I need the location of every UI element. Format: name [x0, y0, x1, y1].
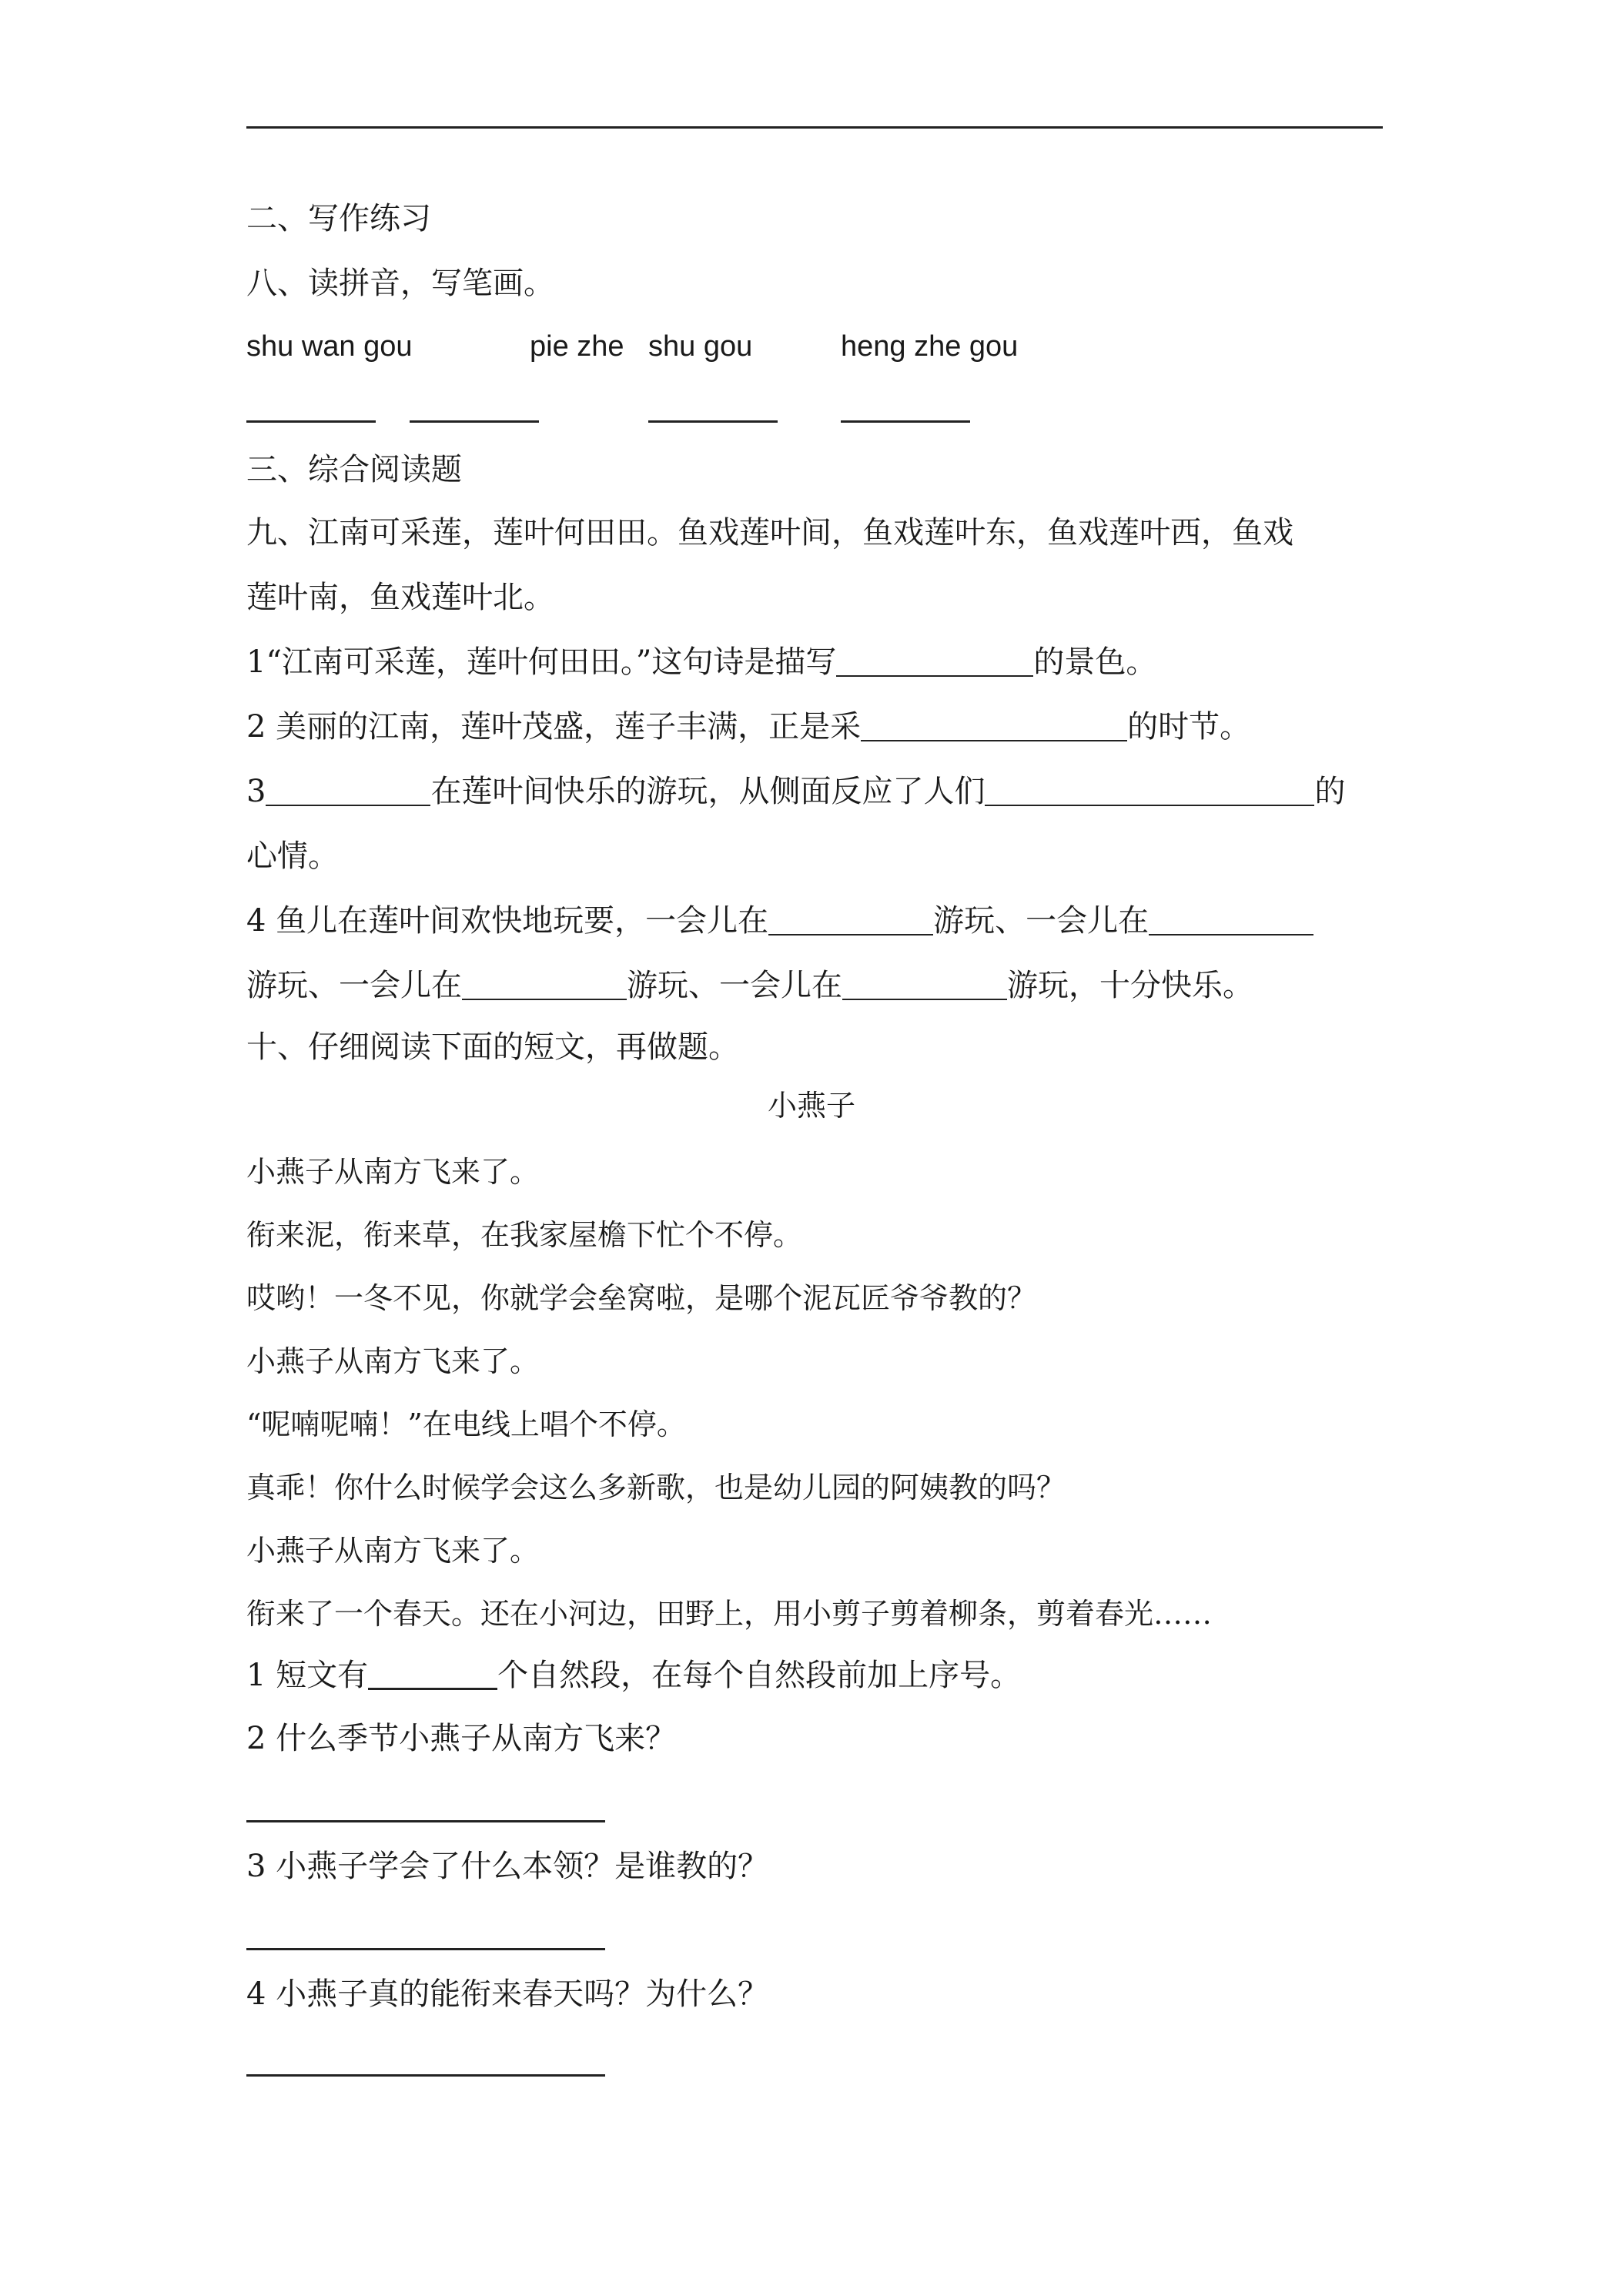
question-10-prompt: 十、仔细阅读下面的短文，再做题。 — [246, 1029, 739, 1065]
item-3-text: 在莲叶间快乐的游玩，从侧面反应了人们 — [430, 774, 986, 809]
item-3-number: 3 — [246, 774, 266, 809]
item-4-text-3: 游玩、一会儿在 — [246, 968, 462, 1003]
item-4-blank-4[interactable] — [842, 968, 1007, 1000]
question-10-item-4: 4 小燕子真的能衔来春天吗？为什么？ — [246, 1976, 769, 2012]
pinyin-1: shu wan gou — [246, 330, 413, 363]
question-9-item-1 — [246, 642, 1156, 682]
question-9-item-2 — [246, 707, 1250, 747]
item-2-text: 2 美丽的江南，莲叶茂盛，莲子丰满，正是采 — [246, 709, 862, 745]
item-2-tail: 的时节。 — [1127, 709, 1251, 745]
q10-item-3-answer-line[interactable] — [246, 1948, 605, 1950]
passage-line-3: 哎哟！一冬不见，你就学会垒窝啦，是哪个泥瓦匠爷爷教的？ — [246, 1281, 1037, 1315]
passage-line-1: 小燕子从南方飞来了。 — [246, 1155, 540, 1189]
item-3-blank-subject[interactable] — [266, 774, 430, 806]
section-heading-writing: 二、写作练习 — [246, 201, 431, 236]
passage-line-4: 小燕子从南方飞来了。 — [246, 1344, 540, 1378]
q10-item-1-blank[interactable] — [368, 1657, 497, 1690]
question-9-passage-line-2: 莲叶南，鱼戏莲叶北。 — [246, 580, 554, 615]
header-rule — [246, 126, 1383, 129]
item-1-text: 1“江南可采莲，莲叶何田田。”这句诗是描写 — [246, 644, 837, 680]
item-4-blank-2[interactable] — [1149, 903, 1313, 935]
question-9-item-3-continued: 心情。 — [246, 838, 339, 874]
item-3-tail: 的 — [1314, 774, 1346, 809]
stroke-answer-line-4[interactable] — [841, 420, 970, 423]
item-2-blank[interactable] — [861, 709, 1127, 741]
question-9-item-4-continued — [246, 966, 1253, 1006]
passage-line-6: 真乖！你什么时候学会这么多新歌，也是幼儿园的阿姨教的吗？ — [246, 1471, 1066, 1504]
item-3-blank-mood[interactable] — [985, 774, 1314, 806]
q10-item-1-tail: 个自然段，在每个自然段前加上序号。 — [497, 1658, 1022, 1693]
item-4-text: 4 鱼儿在莲叶间欢快地玩要，一会儿在 — [246, 903, 769, 939]
question-9-item-3 — [246, 771, 1345, 812]
q10-item-2-answer-line[interactable] — [246, 1820, 605, 1822]
passage-line-2: 衔来泥，衔来草，在我家屋檐下忙个不停。 — [246, 1218, 803, 1252]
passage-line-8: 衔来了一个春天。还在小河边，田野上，用小剪子剪着柳条，剪着春光…… — [246, 1597, 1213, 1631]
q10-item-4-answer-line[interactable] — [246, 2074, 605, 2077]
question-9-passage-line-1: 九、江南可采莲，莲叶何田田。鱼戏莲叶间，鱼戏莲叶东，鱼戏莲叶西，鱼戏 — [246, 515, 1293, 551]
pinyin-2: pie zhe — [530, 330, 624, 363]
passage-line-7: 小燕子从南方飞来了。 — [246, 1534, 540, 1568]
item-1-tail: 的景色。 — [1033, 644, 1157, 680]
question-8-prompt: 八、读拼音，写笔画。 — [246, 266, 554, 301]
item-4-blank-1[interactable] — [768, 903, 933, 935]
question-9-item-4 — [246, 901, 1313, 941]
q10-item-1-text: 1 短文有 — [246, 1658, 369, 1693]
pinyin-3: shu gou — [648, 330, 753, 363]
passage-title: 小燕子 — [767, 1089, 855, 1123]
question-10-item-1 — [246, 1655, 1021, 1695]
item-1-blank[interactable] — [836, 644, 1033, 677]
item-4-text-4: 游玩、一会儿在 — [627, 968, 842, 1003]
pinyin-4: heng zhe gou — [841, 330, 1019, 363]
question-10-item-3: 3 小燕子学会了什么本领？是谁教的？ — [246, 1849, 769, 1884]
stroke-answer-line-3[interactable] — [648, 420, 778, 423]
question-10-item-2: 2 什么季节小燕子从南方飞来？ — [246, 1721, 677, 1756]
item-4-blank-3[interactable] — [462, 968, 627, 1000]
stroke-answer-line-2[interactable] — [410, 420, 539, 423]
stroke-answer-line-1[interactable] — [246, 420, 376, 423]
section-heading-reading: 三、综合阅读题 — [246, 452, 462, 487]
item-4-tail: 游玩，十分快乐。 — [1007, 968, 1253, 1003]
passage-line-5: “呢喃呢喃！”在电线上唱个不停。 — [246, 1407, 686, 1441]
item-4-text-2: 游玩、一会儿在 — [933, 903, 1149, 939]
